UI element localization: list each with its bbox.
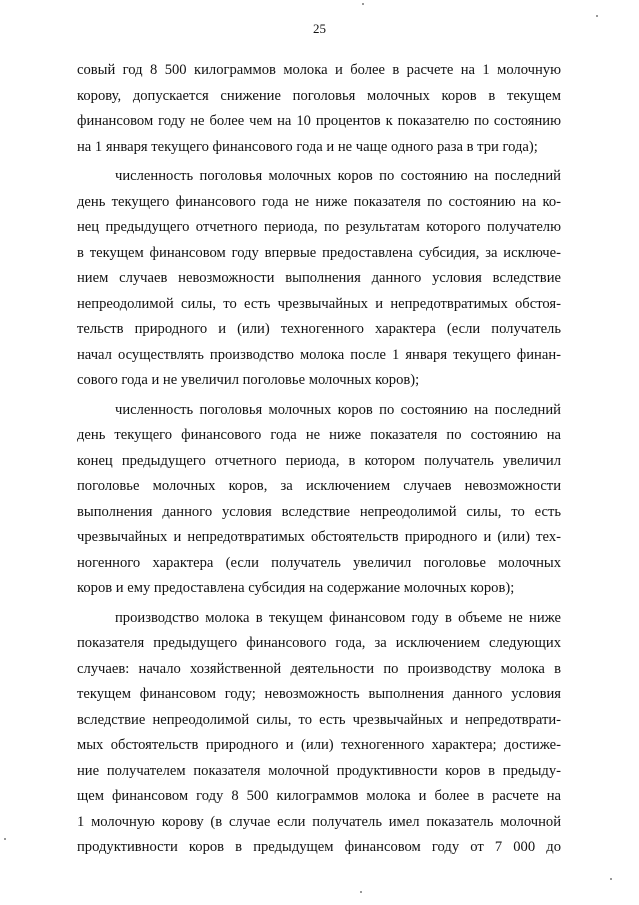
text-line: 1 молочную корову (в случае если получатель имел показатель молочной xyxy=(77,813,561,830)
scan-speck xyxy=(360,891,362,893)
text-line: поголовье молочных коров, за исключением случаев невозможности xyxy=(77,478,561,494)
text-line: начал осуществлять производство молока после 1 января текущего финан- xyxy=(77,346,561,363)
text-line: ние получателем показателя молочной продуктивности коров в предыду- xyxy=(77,762,561,779)
text-line: непреодолимой силы, то есть чрезвычайных и непредотвратимых обстоя- xyxy=(77,295,561,312)
text-line: чрезвычайных и непредотвратимых обстоятельств природного и (или) тех- xyxy=(77,529,561,545)
text-line: выполнения данного условия вследствие непреодолимой силы, то есть xyxy=(77,503,561,520)
text-line: производство молока в текущем финансовом году в объеме не ниже xyxy=(115,609,561,626)
scan-speck xyxy=(362,3,364,5)
text-line: мых обстоятельств природного и (или) техногенного характера; достиже- xyxy=(77,737,561,753)
text-line: в текущем финансовом году впервые предоставлена субсидия, за исключе- xyxy=(77,244,561,261)
text-line: щем финансовом году 8 500 килограммов молока и более в расчете на xyxy=(77,788,561,804)
text-line: день текущего финансового года не ниже показателя по состоянию на xyxy=(77,427,561,443)
text-line: нием случаев невозможности выполнения данного условия вследствие xyxy=(77,270,561,286)
scan-speck xyxy=(4,838,6,840)
text-line: на 1 января текущего финансового года и не чаще одного раза в три года); xyxy=(77,138,538,155)
text-line: численность поголовья молочных коров по состоянию на последний xyxy=(115,401,561,418)
document-body xyxy=(77,58,561,861)
text-line: тельств природного и (или) техногенного характера (если получатель xyxy=(77,321,561,337)
text-line: вследствие непреодолимой силы, то есть чрезвычайных и непредотврати- xyxy=(77,711,561,728)
text-line: случаев: начало хозяйственной деятельности по производству молока в xyxy=(77,660,561,677)
page-number: 25 xyxy=(313,21,326,36)
scan-speck xyxy=(610,878,612,880)
text-line: день текущего финансового года не ниже показателя по состоянию на ко- xyxy=(77,193,561,210)
text-line: совый год 8 500 килограммов молока и более в расчете на 1 молочную xyxy=(77,62,561,78)
text-line: численность поголовья молочных коров по состоянию на последний xyxy=(115,168,561,184)
text-line: продуктивности коров в предыдущем финансовом году от 7 000 до xyxy=(77,839,561,855)
text-line: конец предыдущего отчетного периода, в котором получатель увеличил xyxy=(77,452,561,469)
text-line: финансовом году не более чем на 10 процентов к показателю по состоянию xyxy=(77,113,561,129)
text-line: ногенного характера (если получатель увеличил поголовье молочных xyxy=(77,554,561,571)
text-line: нец предыдущего отчетного периода, по результатам которого получателю xyxy=(77,219,561,235)
text-line: показателя предыдущего финансового года, за исключением следующих xyxy=(77,635,561,651)
text-line: корову, допускается снижение поголовья молочных коров в текущем xyxy=(77,87,561,104)
text-line: коров и ему предоставлена субсидия на содержание молочных коров); xyxy=(77,580,515,596)
scan-speck xyxy=(596,15,598,17)
text-line: сового года и не увеличил поголовье молочных коров); xyxy=(77,372,420,388)
text-line: текущем финансовом году; невозможность выполнения данного условия xyxy=(77,686,561,702)
